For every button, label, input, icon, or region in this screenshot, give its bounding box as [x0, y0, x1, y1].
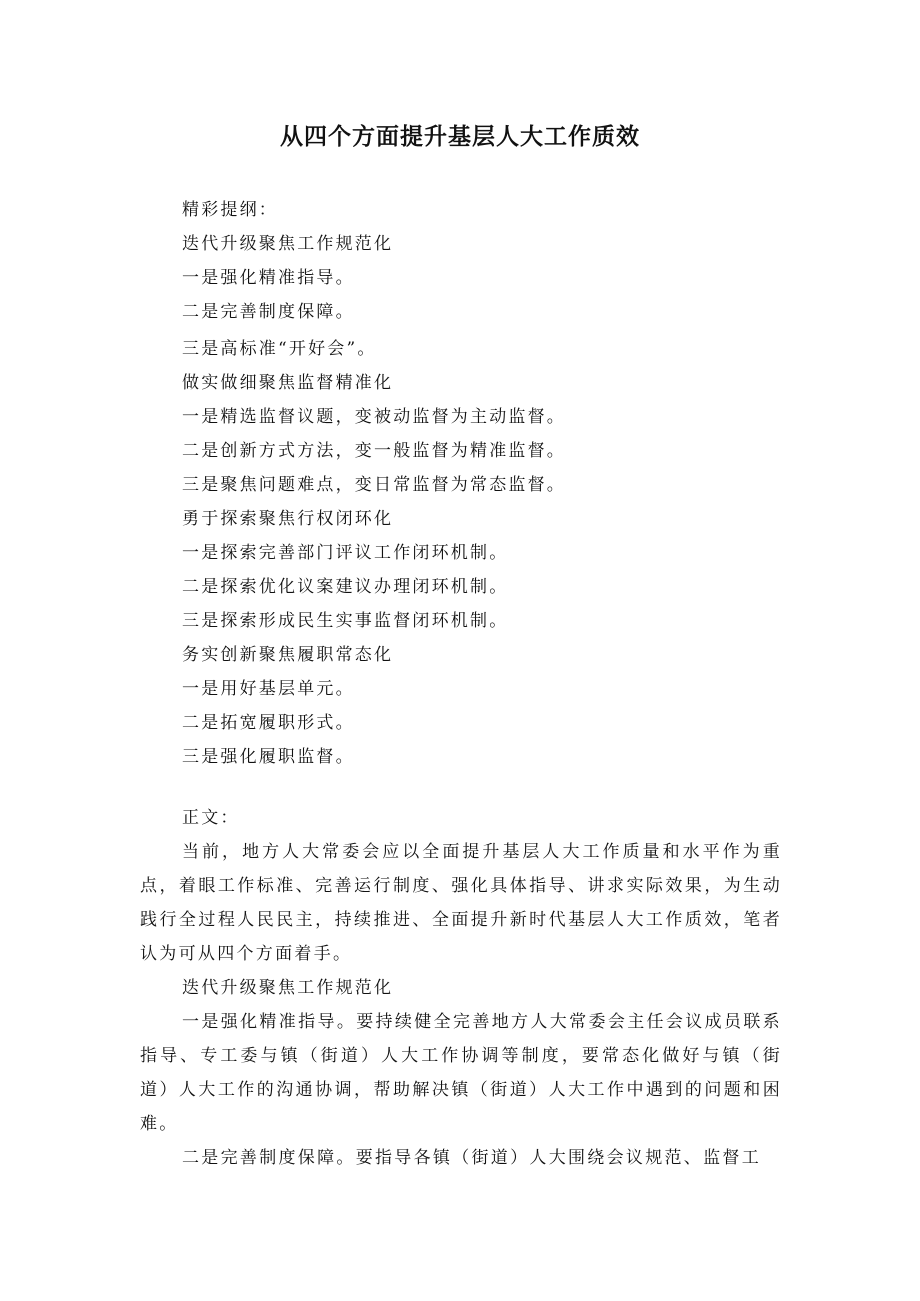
outline-list: [182, 193, 802, 774]
outline-item: 二是创新方式方法，变一般监督为精准监督。: [182, 441, 566, 461]
document-title: 从四个方面提升基层人大工作质效: [280, 124, 640, 150]
body-paragraph: 二是完善制度保障。要指导各镇（街道）人大围绕会议规范、监督工: [182, 1148, 761, 1168]
outline-item: 三是探索形成民生实事监督闭环机制。: [182, 611, 509, 631]
outline-item: 勇于探索聚焦行权闭环化: [182, 509, 394, 529]
outline-item: 一是用好基层单元。: [182, 679, 355, 699]
outline-item: 二是拓宽履职形式。: [182, 713, 355, 733]
outline-item: 三是强化履职监督。: [182, 747, 355, 767]
section-heading: 迭代升级聚焦工作规范化: [182, 978, 394, 998]
body-paragraph: 当前，地方人大常委会应以全面提升基层人大工作质量和水平作为重点，着眼工作标准、完善运行制度、强化具体指导、讲求实际效果，为生动践行全过程人民民主，持续推进、全面提升新时代基层人大工作质效，笔者认为可从四个方面着手。: [140, 842, 782, 964]
outline-item: 二是完善制度保障。: [182, 302, 355, 322]
outline-item: 一是探索完善部门评议工作闭环机制。: [182, 543, 509, 563]
outline-item: 三是高标准“开好会”。: [182, 339, 377, 359]
outline-item: 一是强化精准指导。: [182, 268, 355, 288]
outline-item: 二是探索优化议案建议办理闭环机制。: [182, 577, 509, 597]
outline-item: 做实做细聚焦监督精准化: [182, 373, 394, 393]
outline-item: 三是聚焦问题难点，变日常监督为常态监督。: [182, 475, 566, 495]
article-body: [140, 835, 782, 1175]
body-label: 正文：: [182, 808, 240, 828]
outline-item: 迭代升级聚焦工作规范化: [182, 234, 394, 254]
body-paragraph: 一是强化精准指导。要持续健全完善地方人大常委会主任会议成员联系指导、专工委与镇（街道）人大工作协调等制度，要常态化做好与镇（街道）人大工作的沟通协调，帮助解决镇（街道）人大工作中遇到的问题和困难。: [140, 1012, 782, 1134]
outline-label: 精彩提纲：: [182, 200, 278, 220]
outline-item: 一是精选监督议题，变被动监督为主动监督。: [182, 407, 566, 427]
outline-item: 务实创新聚焦履职常态化: [182, 645, 394, 665]
